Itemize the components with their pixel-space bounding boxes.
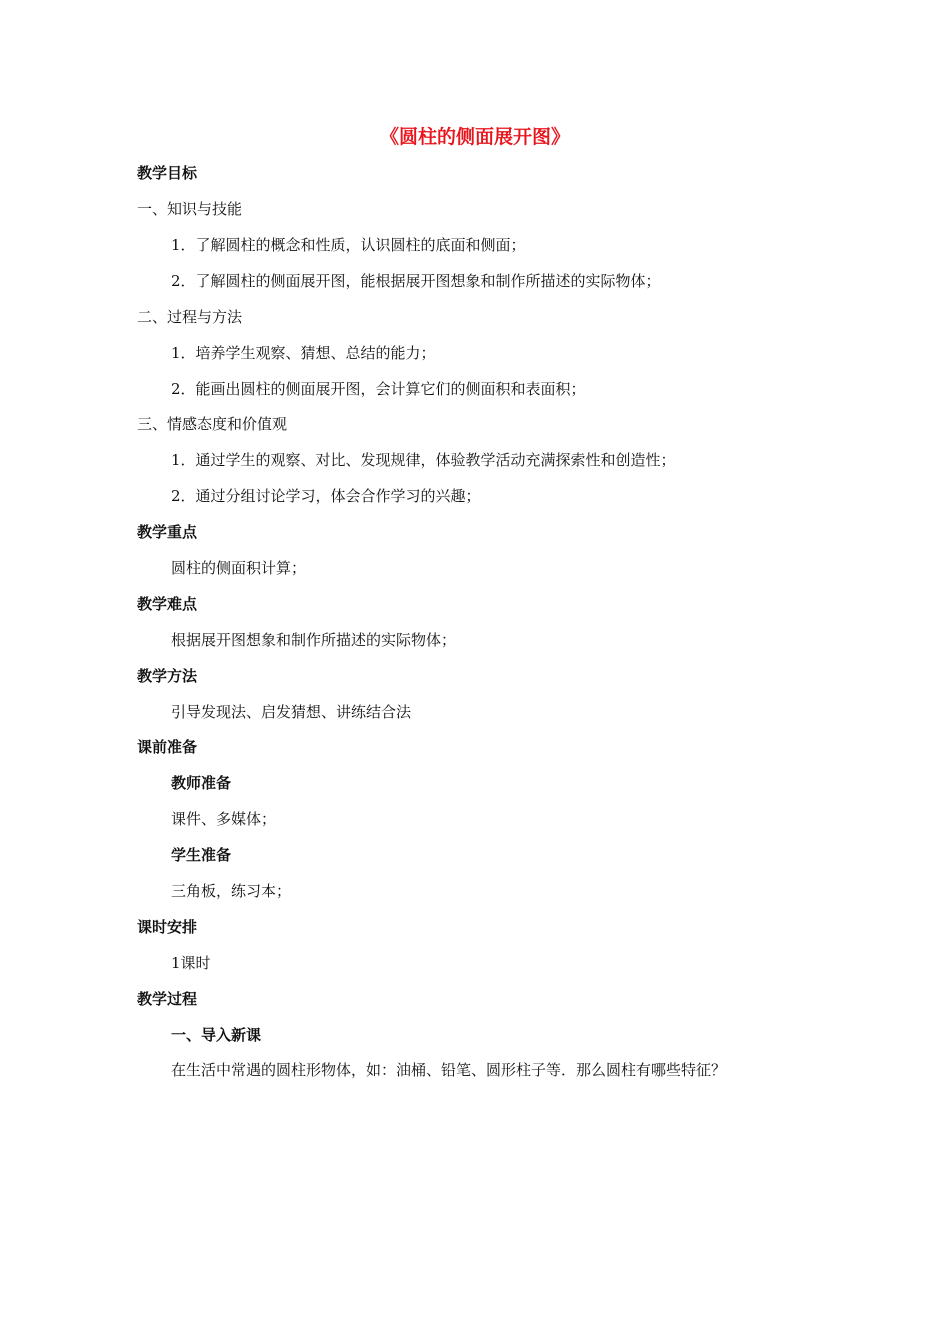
process-item-2: 2．能画出圆柱的侧面展开图，会计算它们的侧面积和表面积；: [171, 380, 586, 398]
key-point-text: 圆柱的侧面积计算；: [171, 559, 307, 577]
intro-heading: 一、导入新课: [171, 1026, 262, 1044]
objectives-heading: 教学目标: [137, 164, 198, 182]
method-heading: 教学方法: [137, 667, 198, 685]
document-title: 《圆柱的侧面展开图》: [379, 126, 570, 148]
knowledge-heading: 一、知识与技能: [137, 200, 243, 218]
student-prep-text: 三角板，练习本；: [171, 882, 292, 900]
teacher-prep-heading: 教师准备: [171, 774, 232, 792]
emotion-item-1: 1．通过学生的观察、对比、发现规律，体验教学活动充满探索性和创造性；: [171, 451, 676, 469]
process-item-1: 1．培养学生观察、猜想、总结的能力；: [171, 344, 436, 362]
teaching-process-heading: 教学过程: [137, 990, 198, 1008]
difficulty-text: 根据展开图想象和制作所描述的实际物体；: [171, 631, 457, 649]
schedule-heading: 课时安排: [137, 918, 198, 936]
process-heading: 二、过程与方法: [137, 308, 243, 326]
method-text: 引导发现法、启发猜想、讲练结合法: [171, 703, 412, 721]
preparation-heading: 课前准备: [137, 738, 198, 756]
intro-text: 在生活中常遇的圆柱形物体，如：油桶、铅笔、圆形柱子等．那么圆柱有哪些特征？: [171, 1061, 727, 1079]
teacher-prep-text: 课件、多媒体；: [171, 810, 277, 828]
student-prep-heading: 学生准备: [171, 846, 232, 864]
emotion-item-2: 2．通过分组讨论学习，体会合作学习的兴趣；: [171, 487, 481, 505]
schedule-text: 1课时: [171, 954, 211, 972]
difficulty-heading: 教学难点: [137, 595, 198, 613]
knowledge-item-1: 1．了解圆柱的概念和性质，认识圆柱的底面和侧面；: [171, 236, 526, 254]
emotion-heading: 三、情感态度和价值观: [137, 415, 288, 433]
knowledge-item-2: 2．了解圆柱的侧面展开图，能根据展开图想象和制作所描述的实际物体；: [171, 272, 661, 290]
key-point-heading: 教学重点: [137, 523, 198, 541]
